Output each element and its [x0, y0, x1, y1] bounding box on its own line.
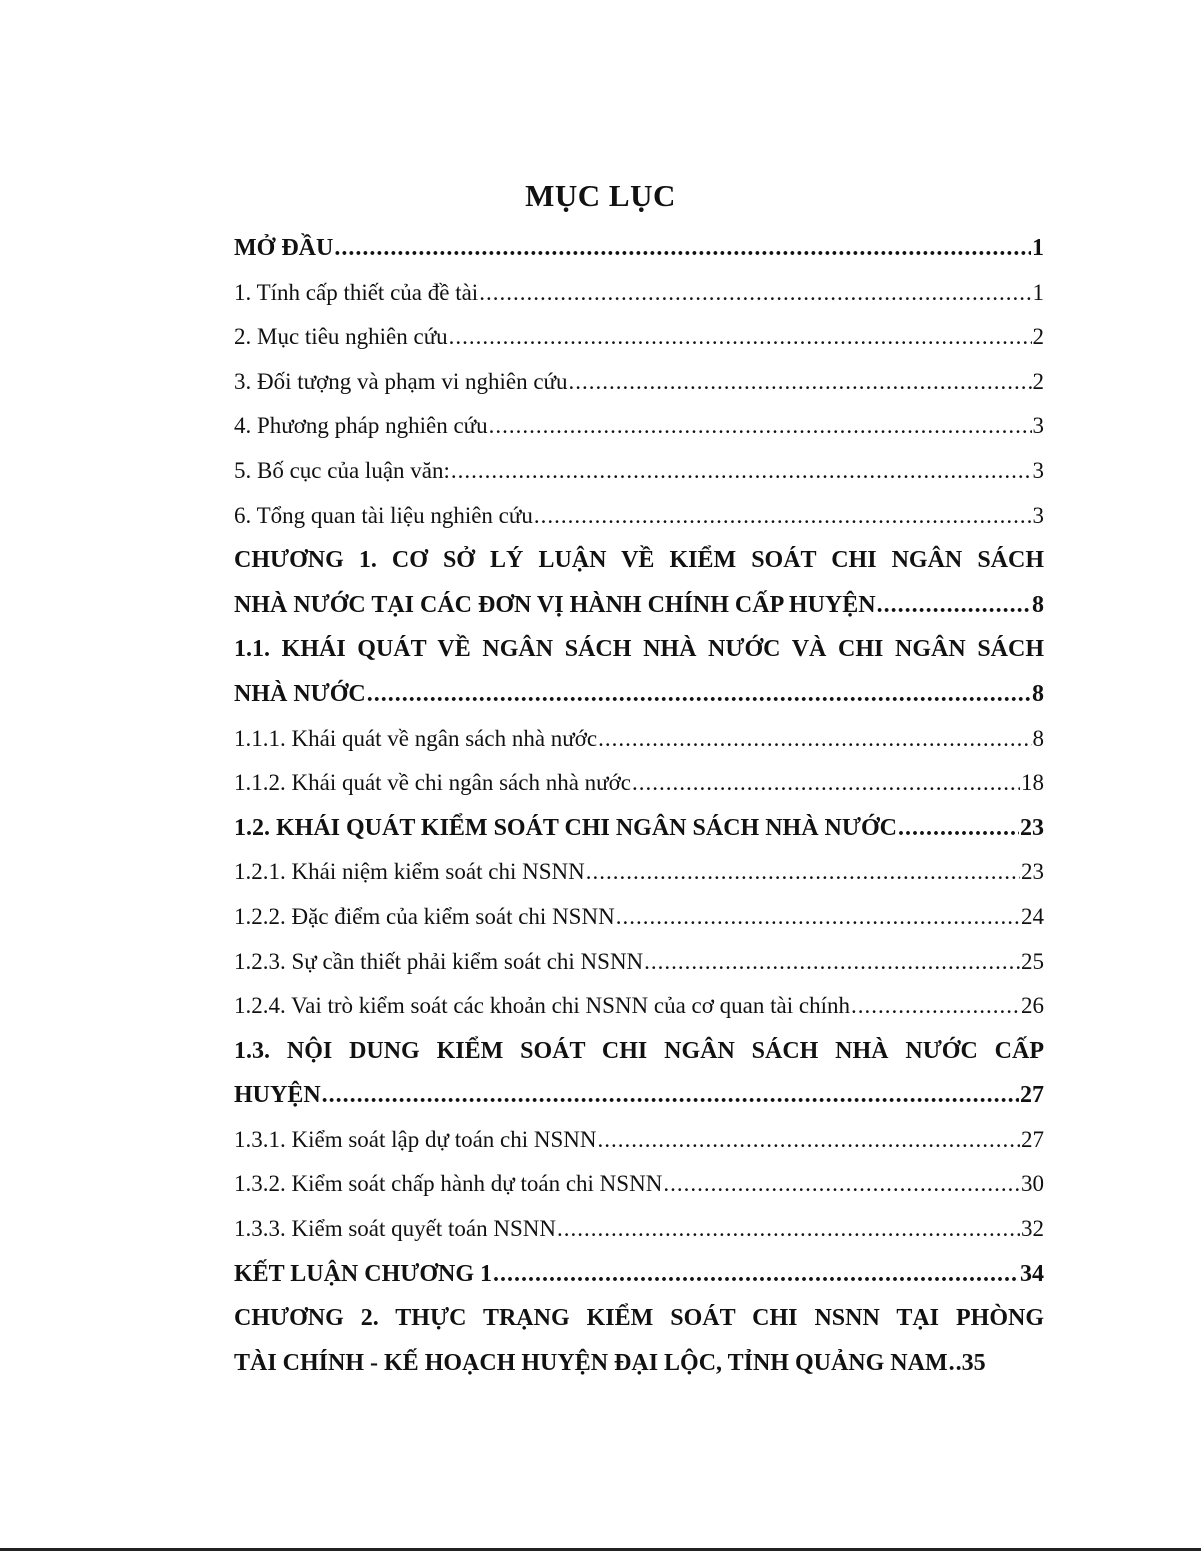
- toc-leader-dots: [949, 1341, 961, 1386]
- toc-entry-label: 6. Tổng quan tài liệu nghiên cứu: [234, 502, 533, 528]
- toc-page-number: 8: [1032, 591, 1044, 618]
- toc-entry-label: TÀI CHÍNH - KẾ HOẠCH HUYỆN ĐẠI LỘC, TỈNH QUẢNG NAM: [234, 1349, 948, 1376]
- toc-entry[interactable]: [234, 984, 1044, 1029]
- toc-page-number: 2: [1032, 324, 1044, 350]
- toc-page-number: 30: [1021, 1171, 1044, 1197]
- toc-page-number: 26: [1021, 993, 1044, 1019]
- toc-entry[interactable]: [234, 895, 1044, 940]
- toc-leader-dots: [877, 583, 1031, 628]
- toc-page-number: 27: [1020, 1082, 1044, 1109]
- page-bottom-rule: [0, 1548, 1201, 1551]
- toc-entry-label: 1.2.1. Khái niệm kiểm soát chi NSNN: [234, 859, 585, 885]
- toc-leader-dots: [449, 315, 1032, 360]
- toc-page-number: 2: [1032, 368, 1044, 394]
- toc-entry[interactable]: [234, 761, 1044, 806]
- toc-leader-dots: [534, 494, 1032, 539]
- toc-entry[interactable]: [234, 1162, 1044, 1207]
- toc-page-number: 25: [1021, 948, 1044, 974]
- toc-leader-dots: [663, 1162, 1020, 1207]
- toc-entry[interactable]: [234, 1118, 1044, 1163]
- toc-heading: MỤC LỤC: [525, 178, 676, 213]
- toc-page-number: 8: [1032, 680, 1044, 707]
- toc-entry-label: 1.2.2. Đặc điểm của kiểm soát chi NSNN: [234, 903, 615, 929]
- toc-leader-dots: [569, 360, 1032, 405]
- toc-entry-label: 1.3.3. Kiểm soát quyết toán NSNN: [234, 1216, 556, 1242]
- toc-page-number: 1: [1032, 279, 1044, 305]
- toc-page-number: 3: [1032, 457, 1044, 483]
- toc-leader-dots: [557, 1207, 1020, 1252]
- toc-entry[interactable]: [234, 672, 1044, 717]
- toc-entry[interactable]: [234, 1207, 1044, 1252]
- toc-entry[interactable]: [234, 449, 1044, 494]
- toc-entry-label: NHÀ NƯỚC TẠI CÁC ĐƠN VỊ HÀNH CHÍNH CẤP HUYỆN: [234, 591, 876, 618]
- toc-entry[interactable]: [234, 404, 1044, 449]
- toc-entry[interactable]: [234, 1073, 1044, 1118]
- toc-page-number: 8: [1032, 725, 1044, 751]
- toc-entry-label: 1.2. KHÁI QUÁT KIỂM SOÁT CHI NGÂN SÁCH NHÀ NƯỚC: [234, 814, 897, 841]
- toc-page-number: 3: [1032, 413, 1044, 439]
- toc-entry-label: 1.3.1. Kiểm soát lập dự toán chi NSNN: [234, 1126, 597, 1152]
- toc-entry-label: 1.2.3. Sự cần thiết phải kiểm soát chi NSNN: [234, 948, 644, 974]
- toc-entry[interactable]: [234, 717, 1044, 762]
- toc-entry[interactable]: [234, 583, 1044, 628]
- toc-page-number: 3: [1032, 502, 1044, 528]
- toc-entry[interactable]: [234, 1252, 1044, 1297]
- toc-page-number: 32: [1021, 1216, 1044, 1242]
- toc-entry-label: 2. Mục tiêu nghiên cứu: [234, 324, 448, 350]
- toc-entry[interactable]: [234, 850, 1044, 895]
- toc-entry[interactable]: [234, 226, 1044, 271]
- toc-entry[interactable]: [234, 360, 1044, 405]
- toc-entry-label: NHÀ NƯỚC: [234, 680, 366, 707]
- toc-leader-dots: [632, 761, 1020, 806]
- toc-leader-dots: [493, 1252, 1019, 1297]
- toc-page-number: 23: [1020, 814, 1044, 841]
- toc-leader-dots: [451, 449, 1032, 494]
- toc-entry-label: 1.3.2. Kiểm soát chấp hành dự toán chi NSNN: [234, 1171, 663, 1197]
- toc-page-number: 18: [1021, 770, 1044, 796]
- toc-leader-dots: [898, 806, 1019, 851]
- toc-entry-label: 5. Bố cục của luận văn:: [234, 457, 450, 483]
- toc-entry-label: 4. Phương pháp nghiên cứu: [234, 413, 488, 439]
- toc-entry-label: 3. Đối tượng và phạm vi nghiên cứu: [234, 368, 568, 394]
- toc-entry-label: 1.2.4. Vai trò kiểm soát các khoản chi NSNN của cơ quan tài chính: [234, 993, 850, 1019]
- toc-entry-line: 1.1. KHÁI QUÁT VỀ NGÂN SÁCH NHÀ NƯỚC VÀ CHI NGÂN SÁCH: [234, 636, 1044, 663]
- toc-entry[interactable]: [234, 271, 1044, 316]
- toc-leader-dots: [586, 850, 1020, 895]
- toc-leader-dots: [322, 1073, 1019, 1118]
- toc-page-number: 1: [1032, 235, 1044, 261]
- toc-leader-dots: [644, 940, 1020, 985]
- toc-entry-label: MỞ ĐẦU: [234, 235, 334, 261]
- toc-leader-dots: [367, 672, 1031, 717]
- toc-entry[interactable]: [234, 1341, 1044, 1386]
- toc-page-number: 35: [961, 1349, 986, 1376]
- toc-page-number: 24: [1021, 903, 1044, 929]
- toc-entry[interactable]: [234, 806, 1044, 851]
- toc-entry-label: 1. Tính cấp thiết của đề tài: [234, 279, 479, 305]
- toc-entry[interactable]: [234, 940, 1044, 985]
- toc-leader-dots: [489, 404, 1032, 449]
- toc-entry-label: HUYỆN: [234, 1082, 321, 1109]
- toc-page-number: 27: [1021, 1126, 1044, 1152]
- toc-page-number: 34: [1020, 1260, 1044, 1287]
- toc-entry-line: 1.3. NỘI DUNG KIỂM SOÁT CHI NGÂN SÁCH NHÀ NƯỚC CẤP: [234, 1037, 1044, 1064]
- toc-leader-dots: [598, 717, 1031, 762]
- toc-leader-dots: [598, 1118, 1020, 1163]
- toc-entry-line: CHƯƠNG 2. THỰC TRẠNG KIỂM SOÁT CHI NSNN TẠI PHÒNG: [234, 1305, 1044, 1332]
- toc-leader-dots: [851, 984, 1020, 1029]
- toc-entry[interactable]: [234, 315, 1044, 360]
- toc-leader-dots: [334, 226, 1031, 271]
- toc-entry[interactable]: [234, 494, 1044, 539]
- toc-entry-label: 1.1.1. Khái quát về ngân sách nhà nước: [234, 725, 598, 751]
- toc-page-number: 23: [1021, 859, 1044, 885]
- toc-leader-dots: [616, 895, 1020, 940]
- toc-leader-dots: [479, 271, 1031, 316]
- toc-entry-label: 1.1.2. Khái quát về chi ngân sách nhà nước: [234, 770, 631, 796]
- table-of-contents: [234, 226, 1044, 1385]
- toc-entry-line: CHƯƠNG 1. CƠ SỞ LÝ LUẬN VỀ KIỂM SOÁT CHI NGÂN SÁCH: [234, 547, 1044, 574]
- toc-entry-label: KẾT LUẬN CHƯƠNG 1: [234, 1260, 493, 1287]
